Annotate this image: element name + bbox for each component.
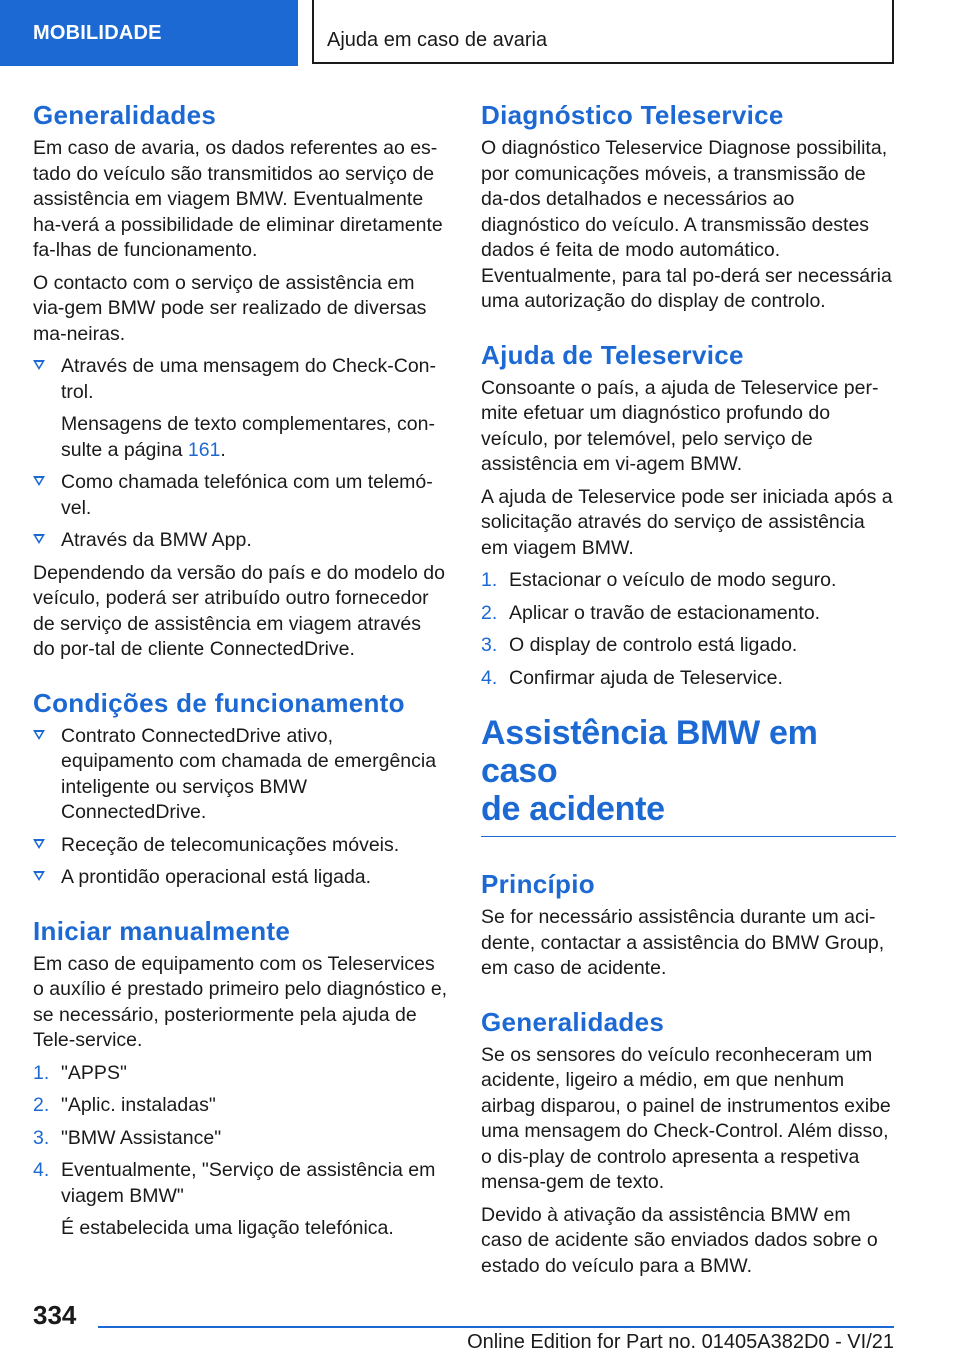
list-item-text: Através da BMW App. [61,529,252,551]
paragraph: Em caso de avaria, os dados referentes ao es-tado do veículo são transmitidos ao serviço de assistência em viagem BMW. Eventualmente ha-verá a possibilidade de eliminar diretamente fa-lhas de funcionamento. [33,137,443,261]
paragraph: O contacto com o serviço de assistência em via-gem BMW pode ser realizado de diversas ma-neiras. [33,271,427,345]
heading-line: de acidente [481,790,665,828]
triangle-bullet-icon [33,360,45,370]
list-item [33,724,448,826]
paragraph: Em caso de equipamento com os Teleservices o auxílio é prestado primeiro pelo diagnóstico e, se necessário, posteriormente pela ajuda de Tele-service. [33,952,448,1051]
list-item [481,666,896,692]
edition-note: Online Edition for Part no. 01405A382D0 - VI/21 [467,1331,894,1353]
step-number: 3. [481,634,498,656]
note-end: . [220,438,226,461]
heading-ajuda: Ajuda de Teleservice [481,339,744,370]
list-item [481,601,896,627]
right-column [481,98,896,1286]
list-item-text: "BMW Assistance" [61,1126,222,1149]
bullet-list [33,354,448,554]
chapter-title: Ajuda em caso de avaria [312,0,894,64]
list-item-note [61,412,448,463]
footer-rule [98,1326,894,1328]
list-item-text: Confirmar ajuda de Teleservice. [509,666,783,689]
paragraph: Devido à ativação da assistência BMW em caso de acidente são enviados dados sobre o estado do veículo para a BMW. [481,1203,878,1277]
triangle-bullet-icon [33,839,45,849]
triangle-bullet-icon [33,534,45,544]
step-number: 4. [481,666,498,689]
list-item-text: O display de controlo está ligado. [509,634,798,656]
heading-generalidades: Generalidades [33,100,217,130]
list-item [33,354,448,463]
list-item-text: Receção de telecomunicações móveis. [61,833,400,856]
list-item-text: A prontidão operacional está ligada. [61,866,372,888]
step-number: 4. [33,1159,50,1181]
note-text: Mensagens de texto complementares, con-sulte a página [61,413,435,461]
chapter-heading-assistencia [481,714,896,837]
list-item-text: Contrato ConnectedDrive ativo, equipamento com chamada de emergência inteligente ou serviços BMW ConnectedDrive. [61,724,437,823]
triangle-bullet-icon [33,871,45,881]
page-reference-link[interactable]: 161 [187,438,221,461]
paragraph: A ajuda de Teleservice pode ser iniciada após a solicitação através do serviço de assistência em viagem BMW. [481,485,893,559]
step-number: 1. [481,569,498,591]
heading-condicoes: Condições de funcionamento [33,687,405,718]
numbered-list [481,568,896,691]
heading-principio: Princípio [481,869,595,899]
list-item [481,568,896,594]
list-item-text: Como chamada telefónica com um telemó-vel. [61,471,433,519]
step-number: 2. [33,1094,50,1116]
list-item-text: "Aplic. instaladas" [61,1094,216,1116]
numbered-list [33,1061,448,1242]
list-item-text: "APPS" [61,1061,127,1084]
heading-iniciar: Iniciar manualmente [33,915,291,946]
step-number: 1. [33,1061,50,1084]
list-item [33,1126,448,1152]
paragraph: Se os sensores do veículo reconheceram um acidente, ligeiro a médio, em que nenhum airbag disparou, o painel de instrumentos exibe uma mensagem do Check-Control. Além disso, o dis-play de controlo apresenta a respetiva mensa-gem de texto. [481,1043,891,1193]
heading-generalidades-2: Generalidades [481,1006,665,1037]
paragraph: Consoante o país, a ajuda de Teleservice per-mite efetuar um diagnóstico profundo do veículo, por telemóvel, pelo serviço de assistência em vi-agem BMW. [481,376,879,475]
list-item-text: Aplicar o travão de estacionamento. [509,601,821,624]
list-item-text: Estacionar o veículo de modo seguro. [509,569,837,591]
list-item [481,633,896,659]
bullet-list [33,724,448,891]
list-item-note: É estabelecida uma ligação telefónica. [61,1217,394,1239]
list-item [33,528,448,554]
left-column [33,98,448,1249]
list-item [33,1061,448,1087]
list-item [33,833,448,859]
step-number: 3. [33,1126,50,1149]
triangle-bullet-icon [33,730,45,740]
paragraph: Se for necessário assistência durante um aci-dente, contactar a assistência do BMW Group, em caso de acidente. [481,906,885,979]
list-item [33,1093,448,1119]
page-header [0,0,960,66]
step-number: 2. [481,601,498,624]
list-item [33,865,448,891]
section-tab: MOBILIDADE [0,0,298,66]
page-number: 334 [33,1300,77,1330]
list-item [33,1158,448,1242]
list-item-text: Eventualmente, "Serviço de assistência em viagem BMW" [61,1159,436,1207]
heading-diagnostico: Diagnóstico Teleservice [481,100,784,130]
heading-line: Assistência BMW em caso [481,714,818,790]
triangle-bullet-icon [33,476,45,486]
paragraph: Dependendo da versão do país e do modelo do veículo, poderá ser atribuído outro fornecedor de serviço de assistência em viagem através do por-tal de cliente ConnectedDrive. [33,561,445,660]
list-item [33,470,448,521]
list-item-text: Através de uma mensagem do Check-Con-trol. [61,355,437,403]
paragraph: O diagnóstico Teleservice Diagnose possibilita, por comunicações móveis, a transmissão de da-dos detalhados e necessários ao diagnóstico do veículo. A transmissão destes dados é feita de modo automático. Eventualmente, para tal po-derá ser necessária uma autorização do display de controlo. [481,137,892,312]
